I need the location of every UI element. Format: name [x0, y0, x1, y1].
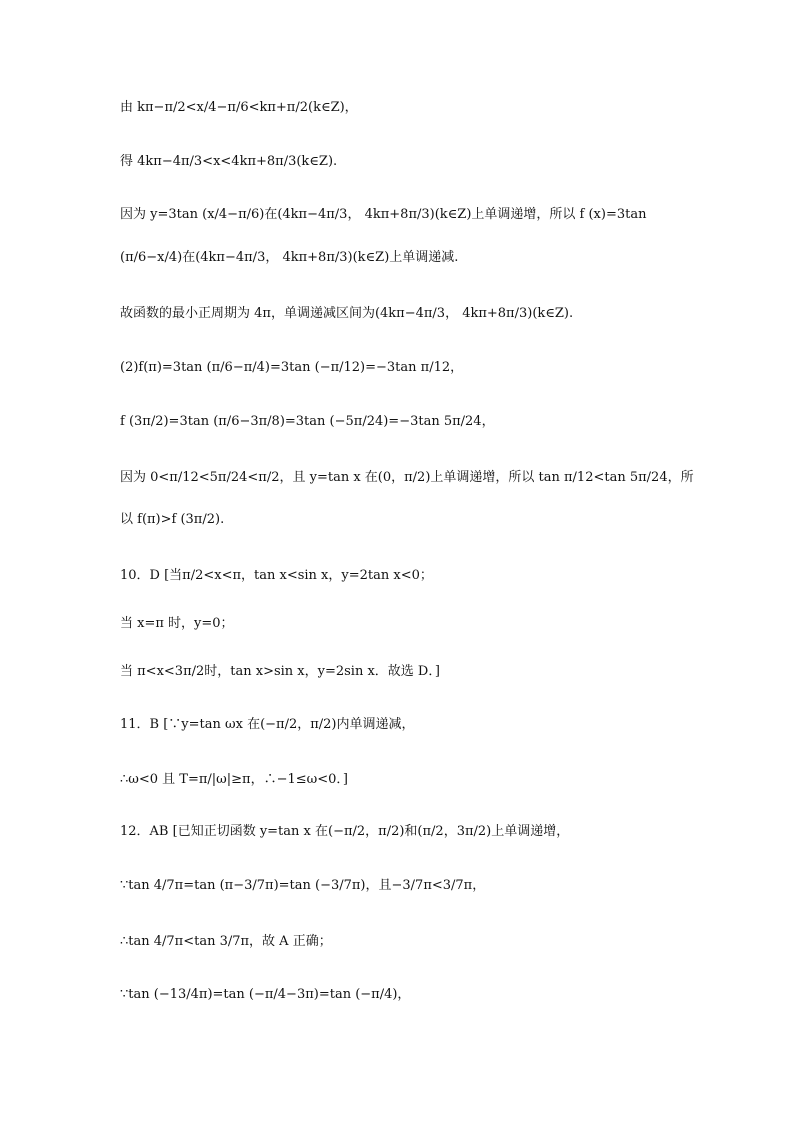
answer-11: 11．B [∵y=tan ωx 在(−π/2，π/2)内单调递减，: [120, 717, 415, 732]
text-line-14: ∴ω<0 且 T=π/|ω|≥π，∴−1≤ω<0．]: [120, 772, 348, 787]
text-line-2: 得 4kπ−4π/3<x<4kπ+8π/3(k∈Z).: [120, 154, 338, 169]
text-line-7: f (3π/2)=3tan (π/6−3π/8)=3tan (−5π/24)=−3tan 5π/24，: [120, 414, 495, 429]
text-line-4: (π/6−x/4)在(4kπ−4π/3， 4kπ+8π/3)(k∈Z)上单调递减.: [120, 250, 459, 265]
answer-12: 12．AB [已知正切函数 y=tan x 在(−π/2，π/2)和(π/2，3π/2)上单调递增，: [120, 824, 570, 839]
text-line-9: 以 f(π)>f (3π/2).: [120, 512, 225, 527]
text-line-12: 当 π<x<3π/2时，tan x>sin x，y=2sin x．故选 D．]: [120, 664, 440, 679]
text-line-5: 故函数的最小正周期为 4π，单调递减区间为(4kπ−4π/3， 4kπ+8π/3)(k∈Z).: [120, 306, 574, 321]
answer-10: 10．D [当π/2<x<π，tan x<sin x，y=2tan x<0；: [120, 568, 433, 583]
text-line-1: 由 kπ−π/2<x/4−π/6<kπ+π/2(k∈Z)，: [120, 100, 358, 115]
text-line-17: ∴tan 4/7π<tan 3/7π，故 A 正确；: [120, 934, 332, 949]
text-line-16: ∵tan 4/7π=tan (π−3/7π)=tan (−3/7π)，且−3/7π<3/7π，: [120, 878, 486, 893]
text-line-3: 因为 y=3tan (x/4−π/6)在(4kπ−4π/3， 4kπ+8π/3)(k∈Z)上单调递增，所以 f (x)=3tan: [120, 207, 647, 222]
text-line-18: ∵tan (−13/4π)=tan (−π/4−3π)=tan (−π/4)，: [120, 987, 411, 1002]
text-line-6: (2)f(π)=3tan (π/6−π/4)=3tan (−π/12)=−3tan π/12，: [120, 360, 464, 375]
text-line-8: 因为 0<π/12<5π/24<π/2，且 y=tan x 在(0，π/2)上单调递增，所以 tan π/12<tan 5π/24，所: [120, 470, 694, 485]
text-line-11: 当 x=π 时，y=0；: [120, 616, 234, 631]
